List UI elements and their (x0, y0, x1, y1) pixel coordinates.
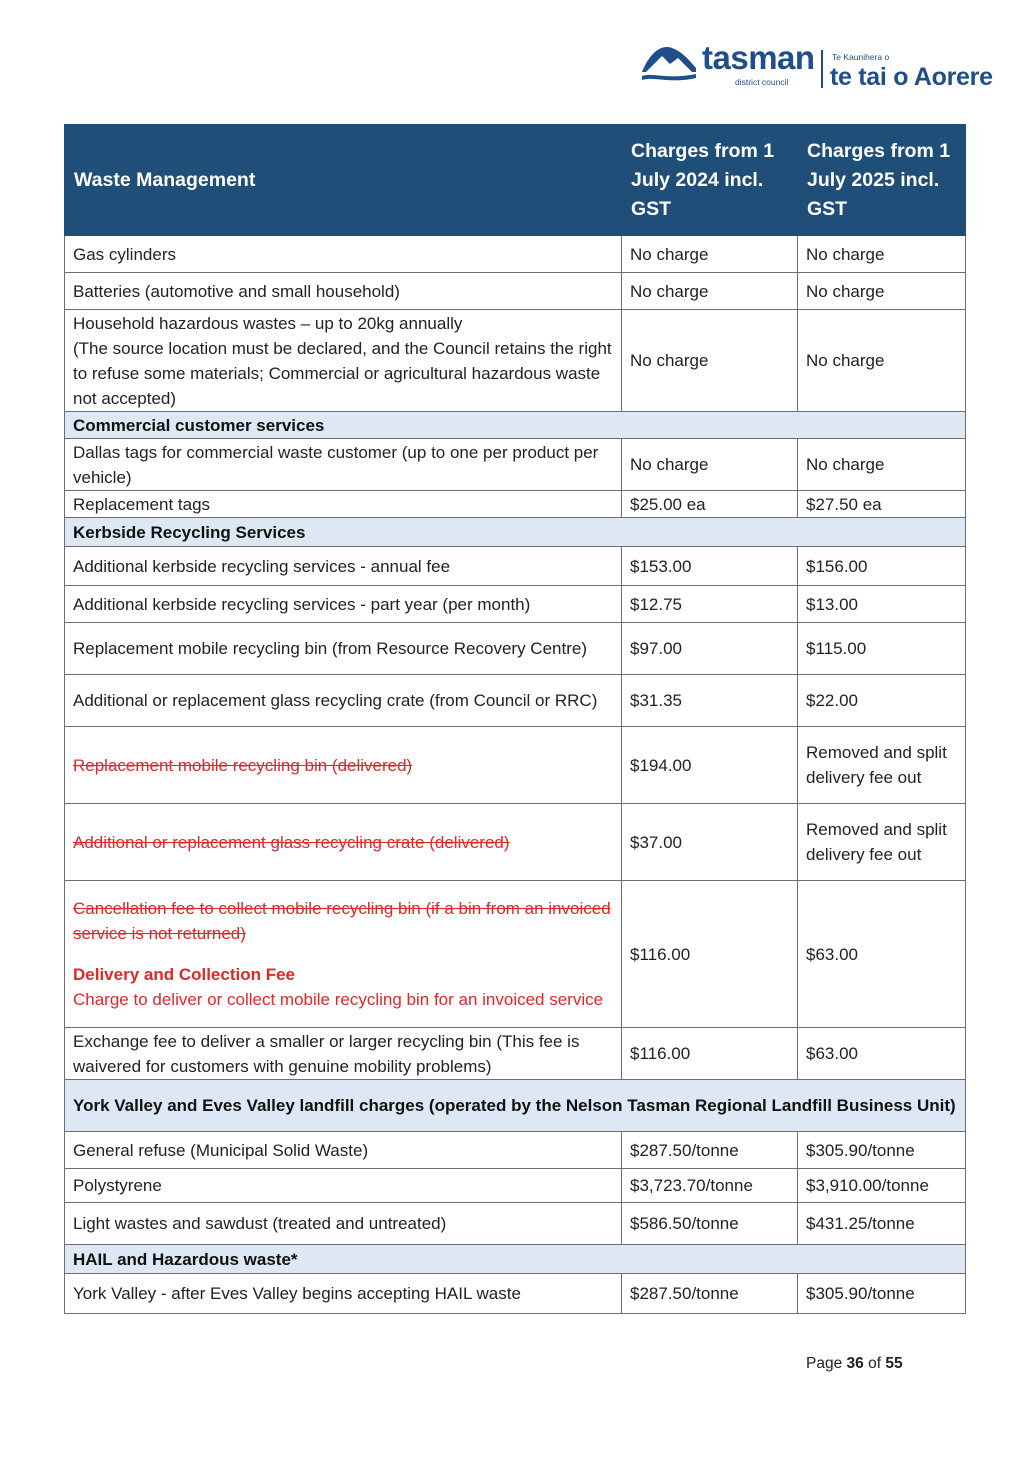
charge-2025: $22.00 (798, 675, 966, 727)
table-row (65, 439, 966, 491)
waste-management-fees-table (64, 124, 966, 1314)
section-title-kerbside: Kerbside Recycling Services (65, 518, 966, 547)
section-header-row (65, 1080, 966, 1132)
struck-label: Replacement mobile recycling bin (delivered) (73, 755, 413, 775)
charge-2024: $116.00 (622, 881, 798, 1028)
charge-2025: $156.00 (798, 547, 966, 586)
charge-2024: $25.00 ea (622, 491, 798, 518)
section-header-row (65, 518, 966, 547)
charge-2025: $431.25/tonne (798, 1203, 966, 1245)
struck-cancellation-fee: Cancellation fee to collect mobile recycling bin (if a bin from an invoiced service is not returned) (73, 899, 611, 943)
table-row (65, 675, 966, 727)
row-label (65, 881, 622, 1028)
row-label: Polystyrene (65, 1169, 622, 1203)
charge-2024: $3,723.70/tonne (622, 1169, 798, 1203)
charge-2024: No charge (622, 236, 798, 273)
table-row (65, 804, 966, 881)
row-label: Replacement mobile recycling bin (from Resource Recovery Centre) (65, 623, 622, 675)
charge-2024: $97.00 (622, 623, 798, 675)
section-header-row (65, 1245, 966, 1274)
charge-2025: No charge (798, 310, 966, 412)
table-row (65, 1132, 966, 1169)
charge-2024: $287.50/tonne (622, 1274, 798, 1314)
section-title-commercial: Commercial customer services (65, 412, 966, 439)
council-logo (640, 38, 1005, 94)
table-row (65, 881, 966, 1028)
header-waste-management: Waste Management (65, 125, 622, 236)
delivery-collection-desc: Charge to deliver or collect mobile recycling bin for an invoiced service (73, 990, 604, 1009)
struck-label: Additional or replacement glass recycling crate (delivered) (73, 832, 510, 852)
charge-2025: Removed and split delivery fee out (798, 727, 966, 804)
charge-2024: $153.00 (622, 547, 798, 586)
page-total: 55 (885, 1355, 903, 1372)
table-row (65, 1203, 966, 1245)
charge-2025: $13.00 (798, 586, 966, 623)
row-label: Additional kerbside recycling services - annual fee (65, 547, 622, 586)
page-prefix: Page (806, 1355, 843, 1372)
mountain-logo-icon (640, 42, 698, 86)
table-row (65, 727, 966, 804)
charge-2025: $63.00 (798, 881, 966, 1028)
table-row (65, 273, 966, 310)
charge-2024: No charge (622, 439, 798, 491)
page-current: 36 (846, 1355, 864, 1372)
section-title-hail: HAIL and Hazardous waste* (65, 1245, 966, 1274)
table-row (65, 623, 966, 675)
header-charges-2024: Charges from 1 July 2024 incl. GST (622, 125, 798, 236)
row-label: Additional kerbside recycling services - part year (per month) (65, 586, 622, 623)
table-row (65, 1028, 966, 1080)
charge-2025: Removed and split delivery fee out (798, 804, 966, 881)
logo-divider (821, 50, 823, 88)
hazardous-note: (The source location must be declared, and the Council retains the right to refuse some materials; Commercial or agricultural hazardous waste not accepted) (73, 338, 612, 408)
logo-name: tasman (702, 39, 815, 76)
row-label: Gas cylinders (65, 236, 622, 273)
row-label: York Valley - after Eves Valley begins accepting HAIL waste (65, 1274, 622, 1314)
table-row (65, 310, 966, 412)
charge-2025: $27.50 ea (798, 491, 966, 518)
charge-2025: $115.00 (798, 623, 966, 675)
delivery-collection-title: Delivery and Collection Fee (73, 965, 296, 984)
row-label (65, 727, 622, 804)
charge-2024: $37.00 (622, 804, 798, 881)
charge-2024: No charge (622, 273, 798, 310)
table-row (65, 236, 966, 273)
charge-2025: $305.90/tonne (798, 1274, 966, 1314)
charge-2025: No charge (798, 236, 966, 273)
row-label (65, 310, 622, 412)
row-label: General refuse (Municipal Solid Waste) (65, 1132, 622, 1169)
charge-2024: $12.75 (622, 586, 798, 623)
logo-maori-name: te tai o Aorere (830, 63, 993, 91)
header-charges-2025: Charges from 1 July 2025 incl. GST (798, 125, 966, 236)
section-title-landfill: York Valley and Eves Valley landfill charges (operated by the Nelson Tasman Regional Landfill Business Unit) (65, 1080, 966, 1132)
row-label: Light wastes and sawdust (treated and untreated) (65, 1203, 622, 1245)
charge-2025: $305.90/tonne (798, 1132, 966, 1169)
charge-2024: $31.35 (622, 675, 798, 727)
row-label: Exchange fee to deliver a smaller or larger recycling bin (This fee is waivered for customers with genuine mobility problems) (65, 1028, 622, 1080)
charge-2024: $116.00 (622, 1028, 798, 1080)
table-row (65, 1169, 966, 1203)
row-label (65, 804, 622, 881)
row-label: Replacement tags (65, 491, 622, 518)
row-label: Batteries (automotive and small household) (65, 273, 622, 310)
table-row (65, 547, 966, 586)
charge-2024: $586.50/tonne (622, 1203, 798, 1245)
logo-maori-small: Te Kaunihera o (832, 52, 890, 62)
table-row (65, 491, 966, 518)
charge-2025: No charge (798, 439, 966, 491)
row-label: Dallas tags for commercial waste customer (up to one per product per vehicle) (65, 439, 622, 491)
table-row (65, 586, 966, 623)
table-header-row (65, 125, 966, 236)
charge-2025: $3,910.00/tonne (798, 1169, 966, 1203)
charge-2024: $194.00 (622, 727, 798, 804)
charge-2024: No charge (622, 310, 798, 412)
page-of: of (868, 1355, 882, 1372)
hazardous-title: Household hazardous wastes – up to 20kg annually (73, 313, 463, 333)
page-number (806, 1355, 903, 1373)
logo-subtitle: district council (735, 77, 789, 87)
section-header-row (65, 412, 966, 439)
charge-2024: $287.50/tonne (622, 1132, 798, 1169)
charge-2025: $63.00 (798, 1028, 966, 1080)
charge-2025: No charge (798, 273, 966, 310)
table-row (65, 1274, 966, 1314)
row-label: Additional or replacement glass recycling crate (from Council or RRC) (65, 675, 622, 727)
